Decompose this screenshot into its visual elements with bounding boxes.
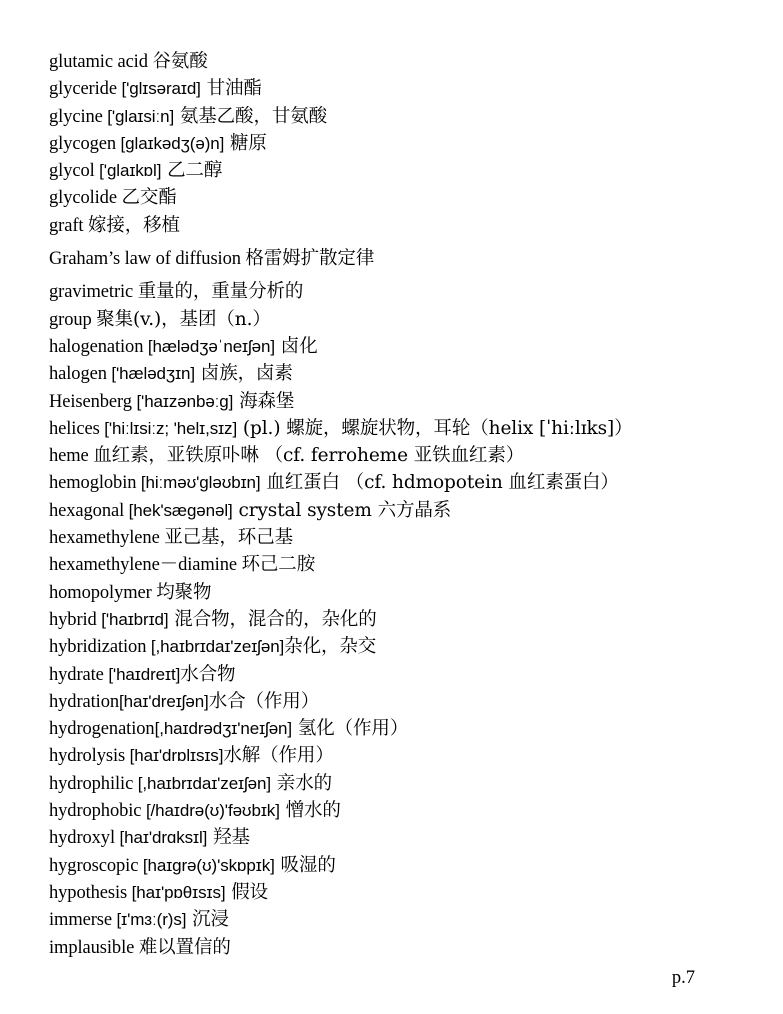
entry-definition: 嫁接，移植	[87, 214, 180, 236]
glossary-entry	[49, 497, 769, 524]
entry-term: heme	[49, 446, 94, 467]
entry-phonetic: ['haɪbrɪd]	[101, 609, 169, 629]
entry-phonetic: [hælədʒəˈneɪʃən]	[147, 336, 276, 356]
glossary-entry	[49, 212, 769, 239]
entry-definition: 环己二胺	[241, 554, 316, 576]
entry-term: implausible	[49, 937, 139, 958]
entry-term: hydration	[49, 691, 120, 712]
entry-term: glycolide	[49, 188, 122, 209]
entry-phonetic: ['hiːlɪsiːz; 'helɪ,sɪz]	[104, 418, 238, 438]
entry-phonetic: [haɪ'pɒθɪsɪs]	[131, 882, 226, 902]
entry-definition: 海森堡	[233, 390, 295, 412]
entry-phonetic: ['hælədʒɪn]	[111, 364, 196, 384]
entry-term: hypothesis	[49, 882, 132, 903]
entry-definition: 乙交酯	[121, 187, 177, 209]
entry-phonetic: [hiːməʊ'gləʊbɪn]	[140, 473, 261, 493]
entry-phonetic: ['haɪzənbəːg]	[136, 391, 234, 411]
entry-definition: 谷氨酸	[152, 51, 208, 72]
entry-term: immerse	[49, 910, 117, 931]
entry-definition: 憎水的	[279, 800, 341, 822]
entry-term: hexagonal	[49, 500, 129, 521]
entry-term: hexamethylene－diamine	[49, 555, 242, 576]
entry-phonetic: [ɪ'mɜː(r)s]	[116, 910, 187, 930]
entry-definition: 水合（作用）	[208, 690, 320, 712]
glossary-entry	[49, 551, 769, 578]
entry-definition: 水解（作用）	[223, 745, 334, 767]
glossary-entry	[49, 103, 769, 130]
glossary-entry	[49, 661, 769, 688]
entry-term: hemoglobin	[49, 473, 141, 494]
entry-term: helices	[49, 418, 105, 439]
glossary-entry	[49, 278, 769, 305]
entry-term: hydrophobic	[49, 801, 146, 822]
entry-definition: 卤族，卤素	[195, 363, 293, 385]
entry-definition: crystal system 六方晶系	[232, 499, 452, 521]
entry-phonetic: [haɪgrə(ʊ)'skɒpɪk]	[142, 855, 275, 875]
entry-term: hexamethylene	[49, 528, 165, 549]
entry-definition: 假设	[225, 881, 269, 903]
glossary-entry	[49, 633, 769, 660]
glossary-entry	[49, 184, 769, 211]
entry-definition: 乙二醇	[161, 160, 223, 182]
entry-term: glyceride	[49, 79, 122, 100]
entry-definition: 混合物，混合的，杂化的	[168, 608, 377, 630]
glossary-entry	[49, 797, 769, 824]
entry-phonetic: [haɪ'dreɪʃən]	[119, 691, 209, 711]
entry-definition: 沉浸	[186, 909, 229, 931]
entry-definition: 羟基	[207, 827, 250, 849]
entry-phonetic: ['glɪsəraɪd]	[121, 79, 201, 99]
entry-term: graft	[49, 215, 88, 236]
entry-definition: 重量的，重量分析的	[137, 281, 304, 303]
glossary-entry	[49, 770, 769, 797]
entry-definition: 亚己基，环己基	[164, 527, 294, 549]
entry-definition: 氢化（作用）	[292, 718, 409, 740]
glossary-entry	[49, 879, 769, 906]
entry-phonetic: ['glaɪkɒl]	[99, 161, 162, 181]
entry-term: hydrophilic	[49, 773, 138, 794]
entry-term: hydrolysis	[49, 746, 130, 767]
entry-definition: 甘油酯	[200, 78, 262, 100]
glossary-entry	[49, 415, 769, 442]
entry-definition: 血红素，亚铁原卟啉 （cf. ferroheme 亚铁血红素）	[93, 445, 525, 467]
glossary-entry	[49, 524, 769, 551]
glossary-entry	[49, 606, 769, 633]
entry-term: group	[49, 309, 97, 330]
glossary-entry	[49, 852, 769, 879]
entry-term: glutamic acid	[49, 52, 153, 72]
entry-term: glycogen	[49, 133, 121, 154]
entry-phonetic: [,haɪbrɪdaɪ'zeɪʃən]	[150, 637, 285, 657]
entry-definition: 氨基乙酸，甘氨酸	[174, 105, 328, 127]
glossary-entry	[49, 306, 769, 333]
entry-term: hydrogenation	[49, 719, 155, 740]
glossary-entry	[49, 388, 769, 415]
entry-definition: 亲水的	[271, 772, 332, 794]
entry-definition: 难以置信的	[138, 936, 231, 958]
entry-term: Graham’s law of diffusion	[49, 249, 246, 270]
entry-term: halogenation	[49, 336, 148, 357]
entry-term: halogen	[49, 364, 112, 385]
glossary-entry	[49, 742, 769, 769]
glossary-entry	[49, 688, 769, 715]
entry-phonetic: [,haɪbrɪdaɪ'zeɪʃən]	[137, 773, 272, 793]
glossary-entry	[49, 157, 769, 184]
glossary-entry	[49, 469, 769, 496]
entry-term: glycine	[49, 106, 108, 127]
entry-term: Heisenberg	[49, 391, 137, 412]
entry-definition: (pl.) 螺旋，螺旋状物，耳轮（helix [ˈhiːlɪks]）	[237, 417, 633, 439]
glossary-entry	[49, 715, 769, 742]
entry-phonetic: [/haɪdrə(ʊ)'fəʊbɪk]	[145, 801, 280, 821]
glossary-entry	[49, 75, 769, 102]
entry-definition: 聚集(v.)，基团（n.）	[96, 308, 271, 330]
page-number: p.7	[671, 968, 695, 988]
entry-phonetic: [hek'sægənəl]	[128, 500, 233, 520]
entry-phonetic: [glaɪkədʒ(ə)n]	[120, 133, 225, 153]
entry-definition: 吸湿的	[274, 854, 336, 876]
glossary-entry	[49, 442, 769, 469]
entry-term: hydrate	[49, 664, 109, 685]
entry-definition: 水合物	[180, 663, 236, 685]
entry-definition: 卤化	[275, 335, 318, 357]
entry-definition: 均聚物	[156, 581, 212, 603]
glossary-entry	[49, 360, 769, 387]
entry-term: hygroscopic	[49, 855, 143, 876]
glossary-entry	[49, 48, 769, 75]
entry-term: homopolymer	[49, 582, 157, 603]
glossary-entry	[49, 934, 769, 961]
entry-phonetic: [,haɪdrədʒɪ'neɪʃən]	[154, 719, 293, 739]
entry-phonetic: [haɪ'drɒlɪsɪs]	[129, 746, 224, 766]
glossary-entry	[49, 824, 769, 851]
entry-phonetic: ['glaɪsiːn]	[107, 106, 175, 126]
entry-definition: 格雷姆扩散定律	[245, 248, 375, 270]
entry-term: gravimetric	[49, 282, 138, 303]
entry-term: hydroxyl	[49, 828, 120, 849]
entry-term: glycol	[49, 161, 100, 182]
glossary-entry	[49, 906, 769, 933]
glossary-entry	[49, 245, 769, 272]
glossary-entry	[49, 333, 769, 360]
entry-phonetic: [haɪ'drɑksɪl]	[119, 828, 208, 848]
entry-definition: 糖原	[224, 132, 267, 154]
entry-term: hybridization	[49, 637, 151, 658]
entry-term: hybrid	[49, 609, 102, 630]
entry-phonetic: ['haɪdreɪt]	[108, 664, 181, 684]
entry-definition: 血红蛋白 （cf. hdmopotein 血红素蛋白）	[260, 472, 619, 494]
entry-definition: 杂化，杂交	[284, 636, 377, 658]
glossary-entry	[49, 579, 769, 606]
glossary-entry	[49, 130, 769, 157]
glossary-list	[49, 48, 769, 961]
